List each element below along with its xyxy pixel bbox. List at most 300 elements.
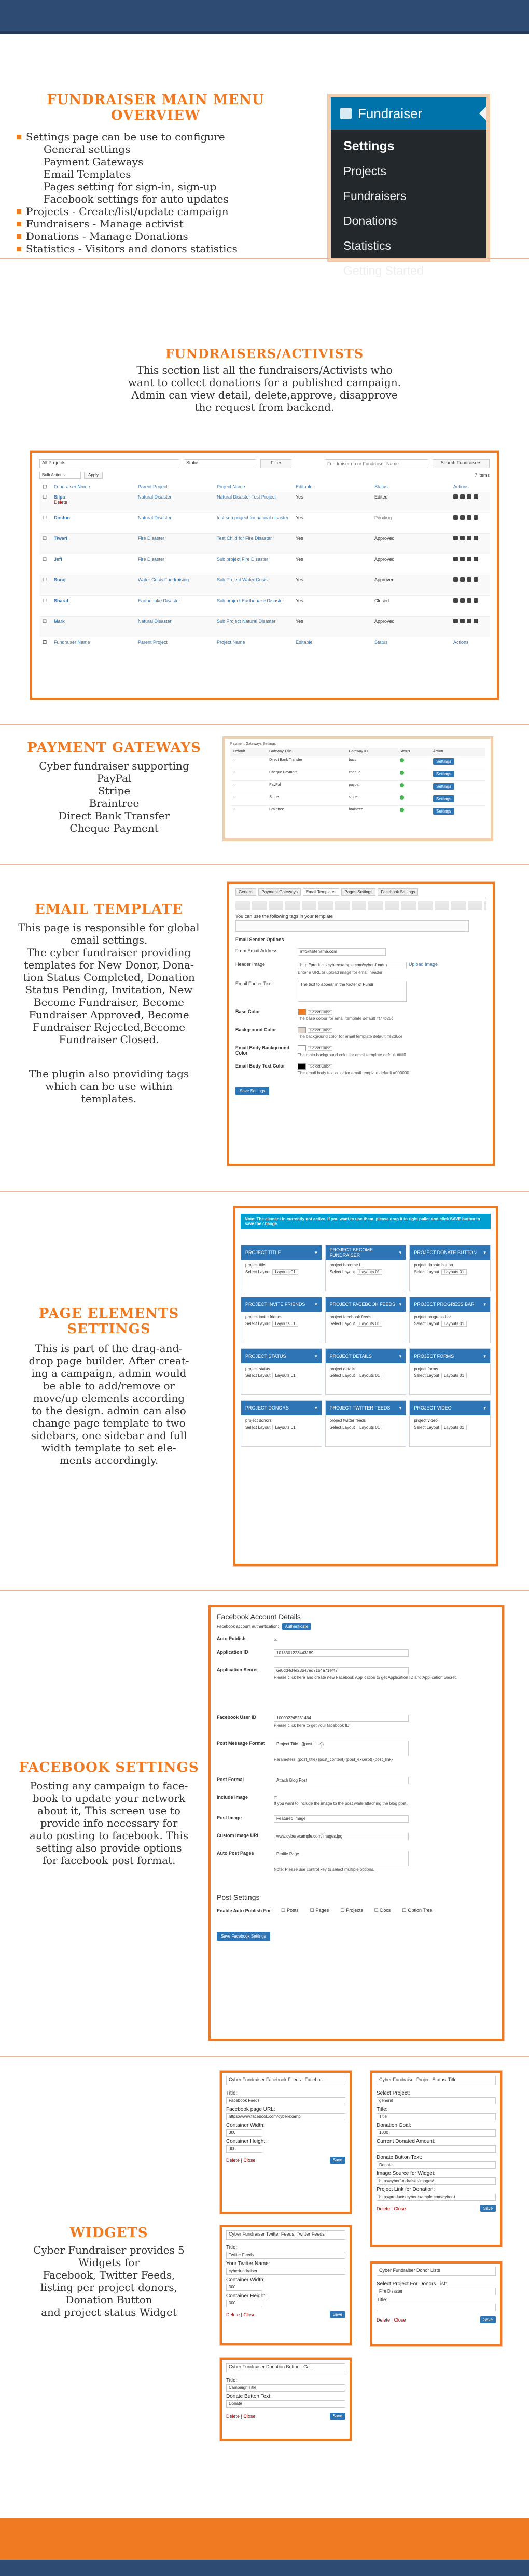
project-name-cell[interactable]: test sub project for natural disaster	[217, 515, 289, 520]
default-radio[interactable]: ○	[233, 758, 236, 762]
edit-icon[interactable]	[460, 536, 465, 540]
delete-icon[interactable]	[474, 619, 478, 623]
email-tags-line: which can be use within	[45, 1080, 173, 1092]
element-header[interactable]	[326, 1297, 406, 1312]
main-menu-title-line2: OVERVIEW	[110, 108, 201, 123]
apply-button[interactable]: Apply	[84, 472, 103, 479]
collapse-arrow-icon[interactable]: ▾	[315, 1301, 317, 1307]
widgets-section	[0, 2057, 529, 2518]
element-header[interactable]	[326, 1401, 406, 1415]
select-color-label[interactable]: Select Color	[308, 1010, 332, 1015]
layout-select[interactable]: Layouts 01	[357, 1321, 382, 1327]
db-widget-header[interactable]: Cyber Fundraiser Donation Button : Ca...	[226, 2363, 345, 2372]
ps-widget-header[interactable]: Cyber Fundraiser Project Status: Title	[377, 2076, 496, 2085]
page-element-block[interactable]	[409, 1297, 491, 1343]
approve-icon[interactable]	[467, 494, 471, 499]
edit-icon[interactable]	[460, 598, 465, 603]
parent-project-cell[interactable]: Earthquake Disaster	[138, 598, 180, 603]
delete-icon[interactable]	[474, 557, 478, 561]
widgets-line: Widgets for	[78, 2256, 140, 2269]
fundraiser-name[interactable]: Mark	[54, 619, 65, 624]
element-title: PROJECT PROGRESS BAR	[414, 1302, 475, 1307]
gateway-settings-button[interactable]: Settings	[433, 783, 454, 790]
page-element-block[interactable]	[325, 1348, 407, 1395]
element-title: PROJECT DONORS	[245, 1405, 289, 1411]
edit-icon[interactable]	[460, 557, 465, 561]
tw-widget-header[interactable]: Cyber Fundraiser Twitter Feeds: Twitter Feeds	[226, 2230, 345, 2240]
db-delete-close-links[interactable]: Delete | Close	[226, 2413, 256, 2419]
element-header[interactable]	[326, 1245, 406, 1260]
default-radio[interactable]: ○	[233, 783, 236, 787]
menu-item-statistics[interactable]: Statistics	[343, 238, 392, 252]
select-color-label[interactable]: Select Color	[308, 1028, 332, 1033]
gateway-settings-button[interactable]: Settings	[433, 808, 454, 815]
layout-select[interactable]: Layouts 01	[441, 1425, 467, 1430]
fundraiser-name[interactable]: Sharat	[54, 598, 69, 603]
upload-image-link[interactable]: Upload Image	[409, 962, 438, 967]
collapse-arrow-icon[interactable]: ▾	[315, 1353, 317, 1359]
page-element-block[interactable]	[241, 1348, 322, 1395]
color-setting-row	[235, 1063, 486, 1075]
gateway-title: Direct Bank Transfer	[269, 758, 302, 762]
auto-post-pages-select[interactable]: Profile Page	[274, 1851, 409, 1866]
row-checkbox[interactable]: ☐	[43, 557, 47, 562]
checkbox-icon[interactable]: ☐	[310, 1908, 314, 1913]
layout-select[interactable]: Layouts 01	[272, 1269, 298, 1275]
page-element-block[interactable]	[325, 1297, 407, 1343]
email-description	[0, 921, 218, 1046]
gateway-settings-button[interactable]: Settings	[433, 758, 454, 765]
fb-save-button[interactable]: Save	[330, 2157, 345, 2164]
ps-title-input[interactable]: Title	[377, 2113, 496, 2120]
collapse-arrow-icon[interactable]: ▾	[483, 1249, 486, 1255]
gateway-id: cheque	[349, 771, 361, 774]
custom-image-url-input[interactable]: www.cyberexample.com/images.jpg	[274, 1833, 409, 1840]
table-row	[230, 793, 485, 806]
column-header[interactable]: Editable	[296, 484, 313, 489]
approve-icon[interactable]	[467, 577, 471, 582]
edit-icon[interactable]	[460, 619, 465, 623]
page-element-block[interactable]	[241, 1297, 322, 1343]
fundraiser-name-cell[interactable]	[51, 513, 135, 534]
default-radio[interactable]: ○	[233, 771, 236, 774]
fb-widget-header[interactable]: Cyber Fundraiser Facebook Feeds : Facebo...	[226, 2076, 345, 2085]
delete-icon[interactable]	[474, 515, 478, 520]
settings-tab[interactable]: General	[235, 888, 256, 896]
db-save-button[interactable]: Save	[330, 2413, 345, 2420]
parent-project-cell[interactable]: Natural Disaster	[138, 515, 172, 520]
layout-select[interactable]: Layouts 01	[441, 1373, 467, 1378]
status-filter-select[interactable]: Status	[184, 459, 256, 468]
color-swatch[interactable]	[298, 1027, 306, 1033]
square-bullet-icon	[17, 247, 21, 251]
approve-icon[interactable]	[467, 536, 471, 540]
bulk-actions-select[interactable]: Bulk Actions	[39, 472, 81, 479]
select-layout-label: Select Layout	[245, 1270, 271, 1274]
approve-icon[interactable]	[467, 557, 471, 561]
delete-icon[interactable]	[474, 494, 478, 499]
layout-select[interactable]: Layouts 01	[441, 1269, 467, 1275]
checkbox-icon[interactable]: ☐	[402, 1908, 407, 1913]
view-icon[interactable]	[453, 577, 458, 582]
message-format-input[interactable]: Project Title : {{post_title}}	[274, 1741, 409, 1756]
fb-field-label: Post Message Format	[217, 1741, 266, 1746]
color-picker[interactable]	[298, 1063, 409, 1070]
select-layout-label: Select Layout	[414, 1270, 439, 1274]
dl-save-button[interactable]: Save	[480, 2316, 496, 2323]
ps-goal-input[interactable]: 1000	[377, 2129, 496, 2137]
project-name-cell[interactable]: Sub Project Natural Disaster	[217, 619, 276, 624]
menu-item-getting-started[interactable]: Getting Started	[343, 263, 424, 277]
layout-select[interactable]: Layouts 01	[357, 1425, 382, 1430]
donor-list-widget	[370, 2261, 502, 2346]
fb-field-label: Post Formal	[217, 1777, 244, 1782]
gateway-id: bacs	[349, 758, 357, 762]
column-header[interactable]: Project Name	[217, 484, 245, 489]
settings-tab[interactable]: Payment Gateways	[258, 888, 300, 896]
dl-widget-header[interactable]: Cyber Fundraiser Donor Lists	[377, 2267, 496, 2276]
collapse-arrow-icon[interactable]: ▾	[483, 1301, 486, 1307]
include-image-checkbox[interactable]: ☐	[274, 1796, 278, 1800]
row-checkbox[interactable]: ☐	[43, 577, 47, 582]
menu-item-settings[interactable]: Settings	[343, 138, 395, 153]
element-header[interactable]	[410, 1401, 490, 1415]
gateway-settings-button[interactable]: Settings	[433, 771, 454, 777]
select-all-checkbox[interactable]: ☐	[43, 484, 47, 489]
option-label: Docs	[380, 1908, 391, 1913]
select-layout-label: Select Layout	[245, 1425, 271, 1430]
parent-project-cell[interactable]: Fire Disaster	[138, 557, 165, 562]
column-header[interactable]: Fundraiser Name	[54, 639, 90, 645]
fb-form-row	[217, 1741, 496, 1777]
db-text-input[interactable]: Donate	[226, 2400, 345, 2408]
search-fundraisers-button[interactable]: Search Fundraisers	[433, 459, 490, 468]
page-element-block[interactable]	[241, 1245, 322, 1291]
approve-icon[interactable]	[467, 515, 471, 520]
element-key: project details	[329, 1367, 356, 1371]
save-facebook-settings-button[interactable]: Save Facebook Settings	[217, 1932, 270, 1941]
element-header[interactable]	[241, 1297, 322, 1312]
table-row	[39, 513, 490, 534]
tw-width-input[interactable]: 300	[226, 2284, 262, 2291]
fundraiser-name[interactable]: Jeff	[54, 557, 63, 562]
tw-delete-close-links[interactable]: Delete | Close	[226, 2312, 256, 2317]
fb-page-input[interactable]: https://www.facebook.com/cyberexampl	[226, 2113, 345, 2120]
menu-item-fundraisers[interactable]: Fundraisers	[343, 189, 407, 203]
layout-select[interactable]: Layouts 01	[441, 1321, 467, 1327]
ps-link-input[interactable]: http://products.cyberexample.com/cyber-t	[377, 2194, 496, 2201]
app-secret-input[interactable]: 6e0dd4d4e23b47ed71b4a71ef47	[274, 1667, 409, 1674]
fb-authenticate-button[interactable]: Authenticate	[282, 1623, 311, 1630]
layout-select[interactable]: Layouts 01	[272, 1321, 298, 1327]
column-header[interactable]: Parent Project	[138, 484, 168, 489]
row-checkbox[interactable]: ☐	[43, 619, 47, 624]
fb-height-input[interactable]: 300	[226, 2145, 262, 2153]
tw-title-input[interactable]: Twitter Feeds	[226, 2252, 345, 2259]
menu-sub-bullet: Pages setting for sign-in, sign-up	[44, 180, 217, 193]
auto-publish-checkbox[interactable]: ☑	[274, 1637, 278, 1642]
ps-button-input[interactable]: Donate	[377, 2161, 496, 2169]
gateway-settings-button[interactable]: Settings	[433, 795, 454, 802]
delete-icon[interactable]	[474, 536, 478, 540]
row-checkbox[interactable]: ☐	[43, 515, 47, 520]
main-menu-title-line1: FUNDRAISER MAIN MENU	[47, 92, 264, 108]
publish-for-option[interactable]	[340, 1908, 363, 1913]
column-header: Gateway ID	[349, 750, 368, 753]
ps-image-input[interactable]: http://cyberfundraiser/images/	[377, 2177, 496, 2185]
fundraiser-name[interactable]: Suraj	[54, 577, 66, 582]
payment-description	[0, 760, 228, 834]
widgets-line: listing per project donors,	[40, 2281, 178, 2294]
header-image-input[interactable]: http://products.cyberexample.com/cyber-fundra	[298, 962, 407, 969]
element-header[interactable]	[326, 1349, 406, 1363]
save-settings-button[interactable]: Save Settings	[235, 1087, 269, 1095]
table-row	[230, 768, 485, 781]
email-description-line: templates for New Donor, Dona-	[24, 959, 194, 971]
select-color-label[interactable]: Select Color	[308, 1064, 332, 1069]
edit-icon[interactable]	[460, 494, 465, 499]
project-name-cell[interactable]: Sub Project Water Crisis	[217, 577, 268, 582]
square-bullet-icon	[17, 135, 21, 139]
color-picker[interactable]	[298, 1027, 402, 1033]
column-header[interactable]: Parent Project	[138, 639, 168, 645]
layout-select[interactable]: Layouts 01	[272, 1425, 298, 1430]
checkbox-icon[interactable]: ☐	[340, 1908, 345, 1913]
tw-user-input[interactable]: cyberfundraiser	[226, 2268, 345, 2275]
element-header[interactable]	[241, 1401, 322, 1415]
page-elements-line: width template to set ele-	[41, 1442, 176, 1454]
status-cell: Edited	[374, 494, 388, 500]
collapse-arrow-icon[interactable]: ▾	[399, 1405, 402, 1411]
fundraiser-name-cell[interactable]	[51, 492, 135, 513]
twitter-feeds-widget	[220, 2225, 352, 2345]
approve-icon[interactable]	[467, 619, 471, 623]
edit-icon[interactable]	[460, 577, 465, 582]
tags-intro: You can use the following tags in your template	[235, 914, 333, 919]
element-header[interactable]	[410, 1349, 490, 1363]
element-title: PROJECT STATUS	[245, 1354, 286, 1359]
tw-width-label: Container Width:	[226, 2277, 265, 2283]
element-key: project donors	[245, 1418, 272, 1423]
publish-for-option[interactable]	[374, 1908, 391, 1913]
page-element-block[interactable]	[241, 1400, 322, 1447]
tw-user-label: Your Twitter Name:	[226, 2261, 270, 2267]
menu-item-donations[interactable]: Donations	[343, 214, 397, 227]
collapse-arrow-icon[interactable]: ▾	[483, 1353, 486, 1359]
element-header[interactable]	[410, 1245, 490, 1260]
column-header[interactable]: Project Name	[217, 639, 245, 645]
gateway-title: Braintree	[269, 808, 284, 812]
email-description-line: Fundraiser Closed.	[59, 1033, 159, 1046]
color-swatch[interactable]	[298, 1009, 306, 1015]
view-icon[interactable]	[453, 619, 458, 623]
column-header[interactable]: Status	[374, 484, 388, 489]
fb-form-row	[217, 1815, 496, 1833]
post-format-select[interactable]: Attach Blog Post	[274, 1777, 409, 1784]
element-header[interactable]	[241, 1349, 322, 1363]
publish-for-option[interactable]	[281, 1908, 299, 1913]
project-name-cell[interactable]: Natural Disaster Test Project	[217, 494, 276, 500]
view-icon[interactable]	[453, 536, 458, 540]
layout-select[interactable]: Layouts 01	[272, 1373, 298, 1378]
payment-section	[0, 725, 529, 860]
page-element-block[interactable]	[409, 1245, 491, 1291]
element-header[interactable]	[410, 1297, 490, 1312]
page-element-block[interactable]	[409, 1400, 491, 1447]
color-help: The email body text color for email template default #000000	[298, 1071, 409, 1075]
fundraiser-name-cell[interactable]	[51, 575, 135, 596]
delete-icon[interactable]	[474, 577, 478, 582]
fb-title-input[interactable]: Facebook Feeds	[226, 2097, 345, 2104]
settings-tab[interactable]: Email Templates	[303, 888, 340, 896]
ps-select-input[interactable]: general	[377, 2097, 496, 2104]
settings-tab[interactable]: Pages Settings	[341, 888, 375, 896]
app-id-input[interactable]: 1018301223443189	[274, 1649, 409, 1657]
view-icon[interactable]	[453, 515, 458, 520]
color-swatch[interactable]	[298, 1063, 306, 1070]
layout-select[interactable]: Layouts 01	[357, 1373, 382, 1378]
collapse-arrow-icon[interactable]: ▾	[399, 1353, 402, 1359]
menu-sub-bullet: Facebook settings for auto updates	[44, 193, 229, 205]
delete-link[interactable]: Delete	[54, 500, 68, 505]
dl-delete-close-links[interactable]: Delete | Close	[377, 2317, 406, 2323]
dl-select-input[interactable]: Fire Disaster	[377, 2288, 496, 2295]
project-name-cell[interactable]: Sub project Earthquake Disaster	[217, 598, 284, 603]
include-image-help: If you want to include the image to the post while attaching the blog post.	[274, 1801, 408, 1806]
view-icon[interactable]	[453, 557, 458, 561]
ps-current-input[interactable]	[377, 2145, 496, 2153]
fb-form-row	[217, 1833, 496, 1851]
page-element-block[interactable]	[409, 1348, 491, 1395]
color-swatch[interactable]	[298, 1045, 306, 1051]
row-checkbox[interactable]: ☐	[43, 598, 47, 603]
fundraiser-name-cell[interactable]	[51, 596, 135, 617]
fundraiser-name-cell[interactable]	[51, 617, 135, 637]
parent-project-cell[interactable]: Natural Disaster	[138, 619, 172, 624]
menu-header[interactable]	[331, 97, 486, 130]
column-header[interactable]: Fundraiser Name	[54, 484, 90, 489]
filter-button[interactable]: Filter	[260, 459, 291, 468]
menu-bullet-text: Donations - Manage Donations	[26, 230, 188, 243]
actions-cell	[450, 596, 490, 617]
bottom-banner	[0, 2518, 529, 2560]
ps-save-button[interactable]: Save	[480, 2205, 496, 2212]
collapse-arrow-icon[interactable]: ▾	[315, 1249, 317, 1255]
actions-cell	[450, 617, 490, 637]
column-header[interactable]: Editable	[296, 639, 313, 645]
collapse-arrow-icon[interactable]: ▾	[399, 1301, 402, 1307]
column-header[interactable]: Actions	[453, 484, 469, 489]
email-description-line: This page is responsible for global	[18, 921, 200, 934]
email-tags-note	[0, 1068, 218, 1105]
checkbox-icon[interactable]: ☐	[281, 1908, 286, 1913]
from-email-input[interactable]: info@sitename.com	[298, 948, 386, 956]
select-layout-label: Select Layout	[414, 1321, 439, 1326]
view-icon[interactable]	[453, 494, 458, 499]
fundraisers-table	[39, 482, 490, 647]
fb-delete-close-links[interactable]: Delete | Close	[226, 2157, 256, 2163]
collapse-arrow-icon[interactable]: ▾	[483, 1405, 486, 1411]
page-element-block[interactable]	[325, 1245, 407, 1291]
email-description-line: Become Fundraiser, Become	[33, 996, 184, 1008]
row-checkbox[interactable]: ☐	[43, 536, 47, 541]
parent-project-cell[interactable]: Fire Disaster	[138, 536, 165, 541]
approve-icon[interactable]	[467, 598, 471, 603]
publish-for-option[interactable]	[402, 1908, 432, 1913]
tw-save-button[interactable]: Save	[330, 2311, 345, 2318]
active-arrow-icon	[479, 106, 486, 121]
facebook-description	[0, 1780, 218, 1867]
option-label: Projects	[346, 1908, 363, 1913]
collapse-arrow-icon[interactable]: ▾	[315, 1405, 317, 1411]
select-all-checkbox[interactable]: ☐	[43, 639, 47, 645]
project-name-cell[interactable]: Test Child for Fire Disaster	[217, 536, 272, 541]
column-header[interactable]: Actions	[453, 639, 469, 645]
table-row	[39, 492, 490, 513]
page-element-block[interactable]	[325, 1400, 407, 1447]
action-cell	[430, 768, 485, 781]
default-radio[interactable]: ○	[233, 808, 236, 812]
publish-for-option[interactable]	[310, 1908, 329, 1913]
gateway-title: Stripe	[269, 795, 279, 799]
select-color-label[interactable]: Select Color	[308, 1046, 332, 1051]
color-picker[interactable]	[298, 1009, 394, 1015]
menu-bullet-text: Settings page can be use to configure	[26, 131, 225, 143]
default-radio[interactable]: ○	[233, 795, 236, 799]
fundraiser-name[interactable]: Doston	[54, 515, 70, 520]
dl-title-input[interactable]	[377, 2304, 496, 2311]
ps-image-label: Image Source for Widget:	[377, 2171, 436, 2176]
db-title-input[interactable]: Campaign Title	[226, 2384, 345, 2392]
fundraiser-name-cell[interactable]	[51, 534, 135, 554]
fundraiser-search-input[interactable]	[325, 459, 428, 468]
email-tags-line: The plugin also providing tags	[29, 1068, 189, 1080]
parent-project-cell[interactable]: Water Crisis Fundraising	[138, 577, 189, 582]
element-header[interactable]	[241, 1245, 322, 1260]
footer-text-input[interactable]: The text to appear in the footer of Fundr	[298, 981, 407, 1002]
project-name-cell[interactable]: Sub project Fire Disaster	[217, 557, 269, 562]
column-header[interactable]: Status	[374, 639, 388, 645]
user-id-input[interactable]: 100002245231464	[274, 1715, 409, 1722]
enabled-check-icon	[400, 795, 404, 800]
email-template-screenshot	[227, 882, 495, 1166]
delete-icon[interactable]	[474, 598, 478, 603]
collapse-arrow-icon[interactable]: ▾	[399, 1249, 402, 1255]
checkbox-icon[interactable]: ☐	[374, 1908, 379, 1913]
edit-icon[interactable]	[460, 515, 465, 520]
fundraiser-name[interactable]: Tiwari	[54, 536, 67, 541]
ps-delete-close-links[interactable]: Delete | Close	[377, 2205, 406, 2211]
builder-notice: Note: The element in currently not active. If you want to use them, please drag it to right pallet and click SAVE button to save the change.	[241, 1214, 491, 1229]
tw-height-input[interactable]: 300	[226, 2300, 262, 2307]
table-row	[230, 781, 485, 793]
row-checkbox[interactable]: ☐	[43, 494, 47, 500]
email-tags-line: templates.	[81, 1092, 137, 1105]
view-icon[interactable]	[453, 598, 458, 603]
fundraiser-name-cell[interactable]	[51, 554, 135, 575]
color-picker[interactable]	[298, 1045, 406, 1051]
fundraiser-name[interactable]: Silpa	[54, 494, 65, 500]
post-image-select[interactable]: Featured Image	[274, 1815, 409, 1823]
layout-select[interactable]: Layouts 01	[357, 1269, 382, 1275]
projects-filter-select[interactable]: All Projects	[39, 459, 179, 468]
fb-width-input[interactable]: 300	[226, 2129, 262, 2137]
fb-field-label: Auto Publish	[217, 1636, 246, 1641]
menu-item-projects[interactable]: Projects	[343, 164, 387, 178]
settings-tab[interactable]: Facebook Settings	[378, 888, 418, 896]
parent-project-cell[interactable]: Natural Disaster	[138, 494, 172, 500]
fb-field-label: Facebook User ID	[217, 1715, 257, 1720]
